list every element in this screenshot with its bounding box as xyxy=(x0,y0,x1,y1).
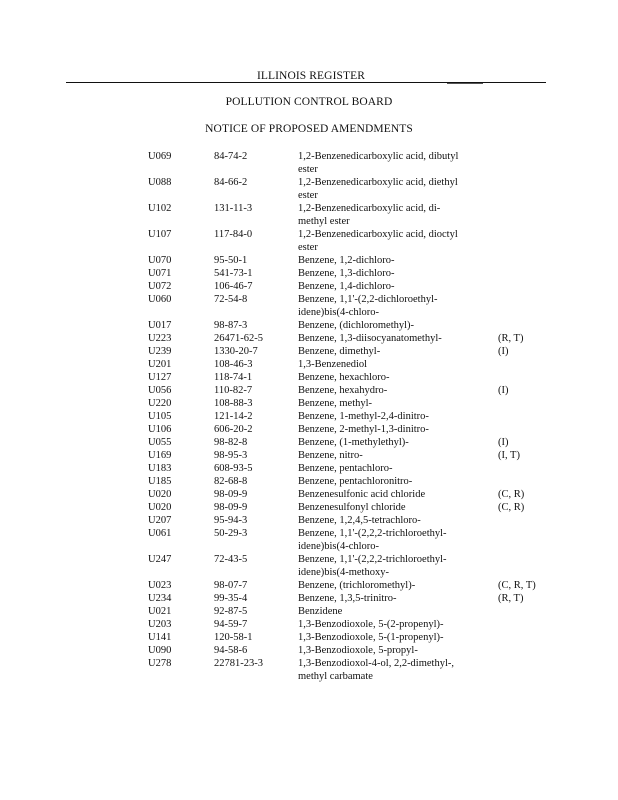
substance-name-line: 1,3-Benzodioxol-4-ol, 2,2-dimethyl-, xyxy=(298,658,455,669)
waste-code: U207 xyxy=(148,515,172,526)
substance-name xyxy=(298,293,498,319)
substance-name xyxy=(298,423,498,436)
substance-name-line: Benzene, (dichloromethyl)- xyxy=(298,320,415,331)
waste-code: U247 xyxy=(148,554,172,565)
substance-name xyxy=(298,332,498,345)
cas-number: 108-88-3 xyxy=(214,398,253,409)
table-row xyxy=(148,449,568,462)
table-row xyxy=(148,657,568,683)
table-row xyxy=(148,592,568,605)
cas-number: 82-68-8 xyxy=(214,476,248,487)
table-row xyxy=(148,605,568,618)
substance-name-line: Benzene, 1,1'-(2,2,2-trichloroethyl- xyxy=(298,528,447,539)
table-row xyxy=(148,202,568,228)
cas-number: 121-14-2 xyxy=(214,411,253,422)
substance-name-line: 1,3-Benzodioxole, 5-propyl- xyxy=(298,645,418,656)
waste-code: U185 xyxy=(148,476,172,487)
cas-number: 50-29-3 xyxy=(214,528,248,539)
substance-name-line: 1,2-Benzenedicarboxylic acid, dibutyl xyxy=(298,151,459,162)
table-row xyxy=(148,579,568,592)
cas-number: 98-87-3 xyxy=(214,320,248,331)
waste-code: U183 xyxy=(148,463,172,474)
waste-code: U088 xyxy=(148,177,172,188)
waste-code: U105 xyxy=(148,411,172,422)
cas-number: 94-59-7 xyxy=(214,619,248,630)
hazard-code: (I, T) xyxy=(498,450,520,461)
substance-name-line: Benzene, 1,3-diisocyanatomethyl- xyxy=(298,333,442,344)
substance-name xyxy=(298,462,498,475)
substance-name xyxy=(298,631,498,644)
cas-number: 1330-20-7 xyxy=(214,346,258,357)
substance-name xyxy=(298,436,498,449)
waste-code: U070 xyxy=(148,255,172,266)
table-row xyxy=(148,618,568,631)
table-row xyxy=(148,358,568,371)
substance-name-line: methyl ester xyxy=(298,216,350,227)
substance-name-line: Benzene, pentachloro- xyxy=(298,463,393,474)
substance-name-line: Benzene, nitro- xyxy=(298,450,363,461)
substance-table xyxy=(148,150,568,683)
cas-number: 26471-62-5 xyxy=(214,333,263,344)
substance-name-line: Benzene, 1,1'-(2,2,2-trichloroethyl- xyxy=(298,554,447,565)
hazard-code: (C, R) xyxy=(498,502,525,513)
substance-name xyxy=(298,228,498,254)
waste-code: U223 xyxy=(148,333,172,344)
substance-name-line: Benzene, 1,4-dichloro- xyxy=(298,281,395,292)
substance-name xyxy=(298,579,498,592)
substance-name-line: Benzene, 1,3,5-trinitro- xyxy=(298,593,397,604)
substance-name-line: 1,3-Benzenediol xyxy=(298,359,368,370)
substance-name-line: ester xyxy=(298,242,318,253)
substance-name-line: Benzene, hexahydro- xyxy=(298,385,388,396)
cas-number: 95-94-3 xyxy=(214,515,248,526)
cas-number: 98-07-7 xyxy=(214,580,248,591)
substance-name-line: Benzene, (trichloromethyl)- xyxy=(298,580,416,591)
substance-name-line: 1,2-Benzenedicarboxylic acid, dioctyl xyxy=(298,229,458,240)
hazard-code: (I) xyxy=(498,385,509,396)
table-row xyxy=(148,332,568,345)
substance-name-line: Benzene, methyl- xyxy=(298,398,373,409)
cas-number: 72-43-5 xyxy=(214,554,248,565)
table-row xyxy=(148,475,568,488)
substance-name-line: idene)bis(4-chloro- xyxy=(298,541,380,552)
substance-name-line: 1,3-Benzodioxole, 5-(2-propenyl)- xyxy=(298,619,444,630)
substance-name-line: ester xyxy=(298,164,318,175)
substance-name xyxy=(298,488,498,501)
substance-name xyxy=(298,449,498,462)
waste-code: U060 xyxy=(148,294,172,305)
substance-name xyxy=(298,358,498,371)
table-row xyxy=(148,462,568,475)
table-row xyxy=(148,423,568,436)
cas-number: 84-66-2 xyxy=(214,177,248,188)
waste-code: U069 xyxy=(148,151,172,162)
substance-name-line: Benzene, dimethyl- xyxy=(298,346,381,357)
substance-name-line: Benzene, 1,2-dichloro- xyxy=(298,255,395,266)
hazard-code: (R, T) xyxy=(498,333,524,344)
waste-code: U021 xyxy=(148,606,172,617)
header-rule-mark xyxy=(447,83,483,84)
substance-name xyxy=(298,280,498,293)
cas-number: 541-73-1 xyxy=(214,268,253,279)
hazard-code: (I) xyxy=(498,437,509,448)
substance-name-line: 1,3-Benzodioxole, 5-(1-propenyl)- xyxy=(298,632,444,643)
waste-code: U278 xyxy=(148,658,172,669)
substance-name xyxy=(298,553,498,579)
substance-name xyxy=(298,319,498,332)
substance-name xyxy=(298,618,498,631)
substance-name xyxy=(298,657,498,683)
substance-name xyxy=(298,202,498,228)
hazard-code: (I) xyxy=(498,346,509,357)
substance-name xyxy=(298,384,498,397)
table-row xyxy=(148,397,568,410)
table-row xyxy=(148,514,568,527)
substance-name xyxy=(298,514,498,527)
cas-number: 120-58-1 xyxy=(214,632,253,643)
cas-number: 131-11-3 xyxy=(214,203,253,214)
waste-code: U127 xyxy=(148,372,172,383)
cas-number: 98-09-9 xyxy=(214,502,248,513)
cas-number: 608-93-5 xyxy=(214,463,253,474)
substance-name xyxy=(298,267,498,280)
register-title: ILLINOIS REGISTER xyxy=(256,70,366,82)
cas-number: 110-82-7 xyxy=(214,385,253,396)
cas-number: 108-46-3 xyxy=(214,359,253,370)
substance-name xyxy=(298,397,498,410)
waste-code: U239 xyxy=(148,346,172,357)
waste-code: U061 xyxy=(148,528,172,539)
substance-name xyxy=(298,410,498,423)
cas-number: 84-74-2 xyxy=(214,151,248,162)
table-row xyxy=(148,553,568,579)
table-row xyxy=(148,527,568,553)
cas-number: 117-84-0 xyxy=(214,229,253,240)
substance-name xyxy=(298,345,498,358)
substance-name-line: Benzene, (1-methylethyl)- xyxy=(298,437,409,448)
waste-code: U023 xyxy=(148,580,172,591)
table-row xyxy=(148,384,568,397)
substance-name xyxy=(298,605,498,618)
substance-name-line: Benzene, hexachloro- xyxy=(298,372,390,383)
cas-number: 98-82-8 xyxy=(214,437,248,448)
table-row xyxy=(148,488,568,501)
hazard-code: (C, R, T) xyxy=(498,580,536,591)
waste-code: U102 xyxy=(148,203,172,214)
substance-name-line: Benzidene xyxy=(298,606,343,617)
cas-number: 72-54-8 xyxy=(214,294,248,305)
substance-name xyxy=(298,254,498,267)
substance-name-line: Benzene, 1-methyl-2,4-dinitro- xyxy=(298,411,429,422)
cas-number: 22781-23-3 xyxy=(214,658,263,669)
substance-name xyxy=(298,475,498,488)
table-row xyxy=(148,293,568,319)
substance-name-line: Benzene, 1,2,4,5-tetrachloro- xyxy=(298,515,421,526)
substance-name-line: idene)bis(4-chloro- xyxy=(298,307,380,318)
waste-code: U071 xyxy=(148,268,172,279)
waste-code: U056 xyxy=(148,385,172,396)
substance-name-line: Benzene, pentachloronitro- xyxy=(298,476,413,487)
substance-name xyxy=(298,150,498,176)
substance-name xyxy=(298,527,498,553)
waste-code: U090 xyxy=(148,645,172,656)
substance-name-line: idene)bis(4-methoxy- xyxy=(298,567,389,578)
table-row xyxy=(148,267,568,280)
notice-title: NOTICE OF PROPOSED AMENDMENTS xyxy=(205,123,413,135)
substance-name-line: 1,2-Benzenedicarboxylic acid, di- xyxy=(298,203,441,214)
substance-name xyxy=(298,592,498,605)
substance-name-line: Benzenesulfonyl chloride xyxy=(298,502,406,513)
cas-number: 606-20-2 xyxy=(214,424,253,435)
substance-name-line: Benzene, 2-methyl-1,3-dinitro- xyxy=(298,424,429,435)
waste-code: U107 xyxy=(148,229,172,240)
substance-name-line: 1,2-Benzenedicarboxylic acid, diethyl xyxy=(298,177,458,188)
substance-name-line: Benzenesulfonic acid chloride xyxy=(298,489,426,500)
cas-number: 94-58-6 xyxy=(214,645,248,656)
cas-number: 95-50-1 xyxy=(214,255,248,266)
table-row xyxy=(148,436,568,449)
substance-name xyxy=(298,501,498,514)
board-title: POLLUTION CONTROL BOARD xyxy=(225,96,393,108)
table-row xyxy=(148,371,568,384)
cas-number: 118-74-1 xyxy=(214,372,253,383)
cas-number: 99-35-4 xyxy=(214,593,248,604)
waste-code: U141 xyxy=(148,632,172,643)
waste-code: U020 xyxy=(148,489,172,500)
hazard-code: (C, R) xyxy=(498,489,525,500)
waste-code: U234 xyxy=(148,593,172,604)
substance-name-line: ester xyxy=(298,190,318,201)
waste-code: U055 xyxy=(148,437,172,448)
table-row xyxy=(148,345,568,358)
waste-code: U106 xyxy=(148,424,172,435)
cas-number: 98-95-3 xyxy=(214,450,248,461)
table-row xyxy=(148,280,568,293)
substance-name xyxy=(298,176,498,202)
substance-name xyxy=(298,644,498,657)
waste-code: U201 xyxy=(148,359,172,370)
waste-code: U220 xyxy=(148,398,172,409)
waste-code: U017 xyxy=(148,320,172,331)
waste-code: U072 xyxy=(148,281,172,292)
table-row xyxy=(148,631,568,644)
hazard-code: (R, T) xyxy=(498,593,524,604)
waste-code: U020 xyxy=(148,502,172,513)
table-row xyxy=(148,410,568,423)
cas-number: 106-46-7 xyxy=(214,281,253,292)
substance-name-line: Benzene, 1,1'-(2,2-dichloroethyl- xyxy=(298,294,438,305)
substance-name-line: methyl carbamate xyxy=(298,671,373,682)
table-row xyxy=(148,176,568,202)
table-row xyxy=(148,228,568,254)
table-row xyxy=(148,150,568,176)
substance-name-line: Benzene, 1,3-dichloro- xyxy=(298,268,395,279)
table-row xyxy=(148,319,568,332)
table-row xyxy=(148,501,568,514)
cas-number: 98-09-9 xyxy=(214,489,248,500)
table-row xyxy=(148,254,568,267)
waste-code: U169 xyxy=(148,450,172,461)
waste-code: U203 xyxy=(148,619,172,630)
cas-number: 92-87-5 xyxy=(214,606,248,617)
substance-name xyxy=(298,371,498,384)
table-row xyxy=(148,644,568,657)
